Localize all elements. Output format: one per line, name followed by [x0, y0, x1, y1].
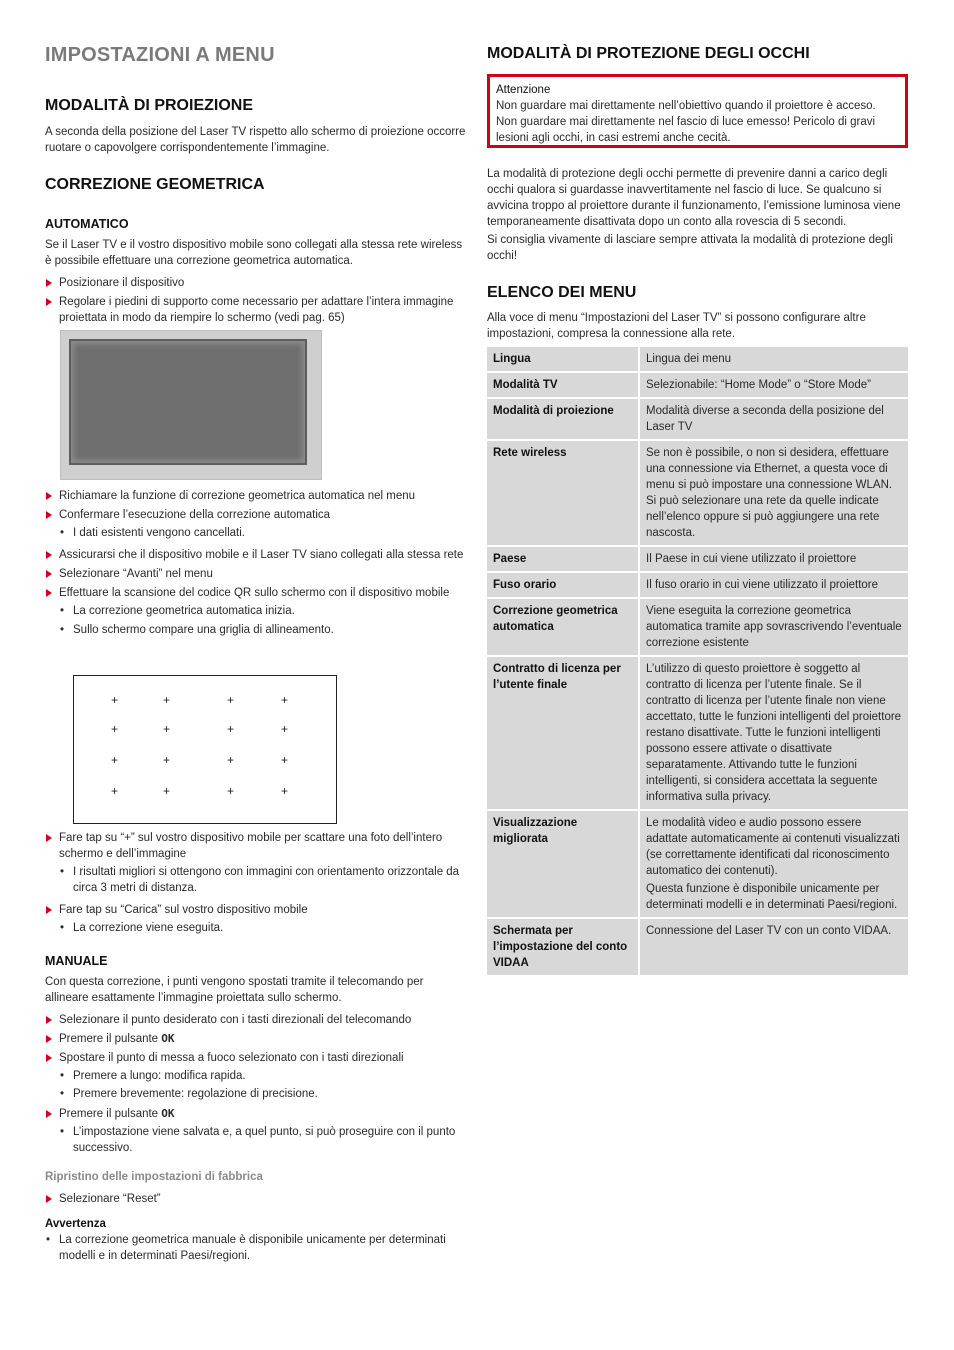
steps-list-a	[45, 275, 467, 326]
ok-key-label: OK	[161, 1107, 175, 1120]
warning-title: Attenzione	[496, 84, 551, 96]
result-data-deleted: • I dati esistenti vengono cancellati.	[45, 525, 467, 541]
table-row	[487, 398, 908, 440]
step-select-next: Selezionare “Avanti” nel menu	[45, 566, 467, 582]
grid-mark: +	[111, 784, 119, 798]
grid-mark: +	[281, 693, 289, 707]
page-title: IMPOSTAZIONI A MENU	[45, 44, 275, 66]
table-row	[487, 440, 908, 546]
menu-key: Lingua	[487, 347, 639, 372]
step-tap-plus: Fare tap su “+” sul vostro dispositivo mobile per scattare una foto dell’intero schermo e dell’immagine	[45, 830, 467, 862]
table-row	[487, 598, 908, 656]
menu-value: Il Paese in cui viene utilizzato il proiettore	[639, 546, 908, 572]
menu-value: L’utilizzo di questo proiettore è soggetto al contratto di licenza per l’utente finale. Se il contratto di licenza per l’utente finale non viene accettato, tutte le funzioni intelligenti del proiettore restano disattivate. Tutte le funzioni intelligenti possono essere attivate o disattivate separatamente. Attivando tutte le funzioni intelligenti, si considera accettata la seguente informativa sulla privacy.	[639, 656, 908, 810]
note-list	[45, 1232, 467, 1264]
step-move-point: Spostare il punto di messa a fuoco selezionato con i tasti direzionali	[45, 1050, 467, 1066]
step-press-ok-2-text: Premere il pulsante	[59, 1108, 162, 1120]
menu-value: Se non è possibile, o non si desidera, effettuare una connessione via Ethernet, a questa voce di menu si può impostare una connessione WLAN. Si può selezionare una rete da quelle indicate nell’elenco oppure si può aggiungere una rete nascosta.	[639, 440, 908, 546]
menu-value-cell	[639, 810, 908, 918]
step-tap-upload: Fare tap su “Carica” sul vostro dispositivo mobile	[45, 902, 467, 918]
warning-text: Non guardare mai direttamente nell’obiettivo quando il proiettore è acceso. Non guardare mai direttamente nel fascio di luce emesso! Pericolo di gravi lesioni agli occhi, in casi estremi anche cecità.	[496, 100, 876, 144]
warning-box	[487, 74, 908, 148]
geometry-heading: CORREZIONE GEOMETRICA	[45, 176, 265, 193]
step-adjust-feet: Regolare i piedini di supporto come necessario per adattare l’intera immagine proiettata in modo da riempire lo schermo (vedi pag. 65)	[45, 294, 467, 326]
steps-list-b	[45, 488, 467, 638]
grid-mark: +	[227, 753, 235, 767]
grid-mark: +	[163, 722, 171, 736]
eye-protection-advice: Si consiglia vivamente di lasciare sempre attivata la modalità di protezione degli occhi!	[487, 234, 893, 262]
menu-value: Le modalità video e audio possono essere adattate automaticamente ai contenuti visualizzati (se correttamente identificati dal riconoscimento automatico dei contenuti).	[646, 817, 900, 877]
ok-key-label: OK	[161, 1032, 175, 1045]
menu-table	[487, 347, 908, 977]
grid-mark: +	[227, 722, 235, 736]
menu-key: Correzione geometrica automatica	[487, 598, 639, 656]
eye-protection-text: La modalità di protezione degli occhi permette di prevenire danni a carico degli occhi qualora si guardasse inavvertitamente nel fascio di luce. Se qualcuno si avvicina troppo al proiettore durante il funzionamento, l’emissione luminosa viene temporaneamente disattivata dopo un conto alla rovescia di 5 secondi.	[487, 168, 901, 228]
manual-heading: MANUALE	[45, 954, 108, 968]
steps-list-manual	[45, 1012, 467, 1156]
step-press-ok-2	[45, 1106, 467, 1122]
menu-key: Schermata per l’impostazione del conto VIDAA	[487, 918, 639, 976]
table-row	[487, 572, 908, 598]
auto-text: Se il Laser TV e il vostro dispositivo mobile sono collegati alla stessa rete wireless è possibile effettuare una correzione geometrica automatica.	[45, 239, 463, 267]
menu-list-intro: Alla voce di menu “Impostazioni del Laser TV” si possono configurare altre impostazioni, compresa la connessione alla rete.	[487, 312, 866, 340]
grid-mark: +	[111, 693, 119, 707]
step-press-ok-1-text: Premere il pulsante	[59, 1033, 162, 1045]
step-confirm-correction: Confermare l’esecuzione della correzione automatica	[45, 507, 467, 523]
grid-mark: +	[227, 693, 235, 707]
grid-mark: +	[163, 784, 171, 798]
manual-text: Con questa correzione, i punti vengono spostati tramite il telecomando per allineare esattamente l’immagine proiettata sullo schermo.	[45, 976, 424, 1004]
projection-text: A seconda della posizione del Laser TV rispetto allo schermo di proiezione occorre ruotare o capovolgere corrispondentemente l’immagine.	[45, 126, 466, 154]
table-row	[487, 546, 908, 572]
grid-mark: +	[281, 722, 289, 736]
steps-list-reset	[45, 1191, 467, 1207]
result-correction-done: • La correzione viene eseguita.	[45, 920, 467, 936]
step-open-auto-correction: Richiamare la funzione di correzione geometrica automatica nel menu	[45, 488, 467, 504]
menu-value: Viene eseguita la correzione geometrica automatica tramite app sovrascrivendo l’eventuale correzione esistente	[639, 598, 908, 656]
menu-key: Visualizzazione migliorata	[487, 810, 639, 918]
reset-heading: Ripristino delle impostazioni di fabbrica	[45, 1171, 263, 1183]
note-text: • La correzione geometrica manuale è disponibile unicamente per determinati modelli e in determinati Paesi/regioni.	[45, 1232, 467, 1264]
projected-image	[69, 339, 307, 465]
grid-mark: +	[111, 722, 119, 736]
table-row	[487, 810, 908, 918]
step-select-reset: Selezionare “Reset”	[45, 1191, 467, 1207]
result-grid-appears: • Sullo schermo compare una griglia di allineamento.	[45, 622, 467, 638]
menu-key: Modalità di proiezione	[487, 398, 639, 440]
auto-heading: AUTOMATICO	[45, 217, 129, 231]
menu-value: Lingua dei menu	[639, 347, 908, 372]
result-correction-starts: • La correzione geometrica automatica inizia.	[45, 603, 467, 619]
menu-value: Selezionabile: “Home Mode” o “Store Mode”	[639, 372, 908, 398]
note-heading: Avvertenza	[45, 1218, 106, 1230]
grid-mark: +	[163, 693, 171, 707]
eye-protection-heading: MODALITÀ DI PROTEZIONE DEGLI OCCHI	[487, 45, 810, 62]
grid-mark: +	[163, 753, 171, 767]
menu-key: Rete wireless	[487, 440, 639, 546]
step-scan-qr: Effettuare la scansione del codice QR sullo schermo con il dispositivo mobile	[45, 585, 467, 601]
table-row	[487, 918, 908, 976]
alignment-grid	[73, 675, 337, 824]
projection-screen-image	[60, 330, 322, 480]
table-row	[487, 347, 908, 372]
grid-mark: +	[111, 753, 119, 767]
step-select-point: Selezionare il punto desiderato con i tasti direzionali del telecomando	[45, 1012, 467, 1028]
menu-value: Modalità diverse a seconda della posizione del Laser TV	[639, 398, 908, 440]
menu-value: Connessione del Laser TV con un conto VIDAA.	[639, 918, 908, 976]
step-position-device: Posizionare il dispositivo	[45, 275, 467, 291]
menu-key: Fuso orario	[487, 572, 639, 598]
menu-value: Il fuso orario in cui viene utilizzato il proiettore	[639, 572, 908, 598]
grid-mark: +	[281, 753, 289, 767]
table-row	[487, 656, 908, 810]
result-long-press: • Premere a lungo: modifica rapida.	[45, 1068, 467, 1084]
result-best-photos: • I risultati migliori si ottengono con immagini con orientamento orizzontale da circa 3 metri di distanza.	[45, 864, 467, 896]
result-short-press: • Premere brevemente: regolazione di precisione.	[45, 1086, 467, 1102]
table-row	[487, 372, 908, 398]
steps-list-c	[45, 830, 467, 936]
grid-mark: +	[281, 784, 289, 798]
menu-list-heading: ELENCO DEI MENU	[487, 284, 637, 301]
menu-key: Contratto di licenza per l’utente finale	[487, 656, 639, 810]
projection-heading: MODALITÀ DI PROIEZIONE	[45, 97, 253, 114]
menu-value-extra: Questa funzione è disponibile unicamente per determinati modelli e in determinati Paesi/regioni.	[646, 883, 898, 911]
grid-mark: +	[227, 784, 235, 798]
step-press-ok-1	[45, 1031, 467, 1047]
menu-key: Modalità TV	[487, 372, 639, 398]
result-setting-saved: • L’impostazione viene salvata e, a quel punto, si può proseguire con il punto successivo.	[45, 1124, 467, 1156]
menu-key: Paese	[487, 546, 639, 572]
step-same-network: Assicurarsi che il dispositivo mobile e il Laser TV siano collegati alla stessa rete	[45, 547, 467, 563]
